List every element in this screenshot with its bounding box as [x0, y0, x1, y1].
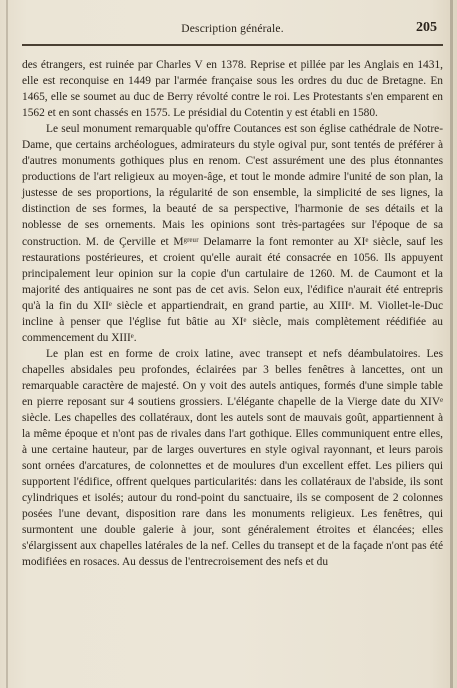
paragraph-history: des étrangers, est ruinée par Charles V en 1378. Reprise et pillée par les Anglais en 1431, elle est reconquise en 1449 par l'armée française sous les ordres du duc de Bretagne. En 1465, elle se soumet au duc de Berry révolté contre le roi. Les Protestants s'en emparent en 1562 et en sont chassés en 1575. Le présidial du Cotentin y est établi en 1580. [22, 59, 443, 120]
page-number: 205 [416, 20, 437, 35]
paragraph-cathedral: Le seul monument remarquable qu'offre Coutances est son église cathédrale de Notre-Dame, que certains archéologues, admirateurs du style ogival pur, sont tentés de préférer à d'autres monuments gothiques plus en renom. C'est assurément une des plus étonnantes productions de l'art religieux au moyen-âge, et tout le monde admire l'unité de son plan, la justesse de ses proportions, la régularité de son ensemble, la simplicité de ses lignes, la distinction de ses formes, la beauté de sa perspective, l'harmonie de ses détails et la noblesse de ses ornements. Mais les opinions sont très-partagées sur l'époque de sa construction. M. de Çerville et Mᵍʳᵉᵘʳ Delamarre la font remonter au XIᵉ siècle, sauf les restaurations postérieures, et croient qu'elle aurait été consacrée en 1056. Ils appuyent principalement leur opinion sur la copie d'un cartulaire de 1260. M. de Caumont et la majorité des antiquaires ne sont pas de cet avis. Selon eux, l'édifice n'aurait été entrepris qu'à la fin du XIIᵉ siècle et appartiendrait, en grand partie, au XIIIᵉ. M. Viollet-le-Duc incline à penser que l'église fut bâtie au XIᵉ siècle, mais complètement réédifiée au commencement du XIIIᵉ. [22, 123, 443, 344]
paragraph-plan: Le plan est en forme de croix latine, avec transept et nefs déambulatoires. Les chapelles absidales peu profondes, éclairées par 3 belles fenêtres à lancettes, ont un remarquable caractère de majesté. On y voit des autels antiques, formés d'une simple table en pierre reposant sur 4 soutiens grossiers. L'élégante chapelle de la Vierge date du XIVᵉ siècle. Les chapelles des collatéraux, dont les autels sont de mauvais goût, appartiennent à la même époque et n'ont pas de rivales dans l'art gothique. Elles communiquent entre elles, à une certaine hauteur, par de larges ouvertures en style ogival rayonnant, et leurs parois sont ornées d'arcatures, de colonnettes et de moulures d'un excellent effet. Les piliers qui supportent l'édifice, offrent quelques particularités: dans les collatéraux de l'abside, ils sont cylindriques et isolés; autour du rond-point du sanctuaire, ils se composent de 2 colonnes posées l'une devant, disposition rare dans les monuments religieux. Les fenêtres, qui surmontent une double galerie à jour, sont généralement étroites et élancées; elles s'élargissent aux chapelles latérales de la nef. Celles du transept et de la façade n'ont pas été modifiées en rosaces. Au dessus de l'entrecroisement des nefs et du [22, 347, 443, 569]
body-text [22, 57, 443, 571]
page-header [22, 20, 443, 40]
page-edge-left [6, 0, 8, 688]
header-rule [22, 44, 443, 46]
running-title: Description générale. [181, 23, 284, 35]
page-edge-right [450, 0, 453, 688]
